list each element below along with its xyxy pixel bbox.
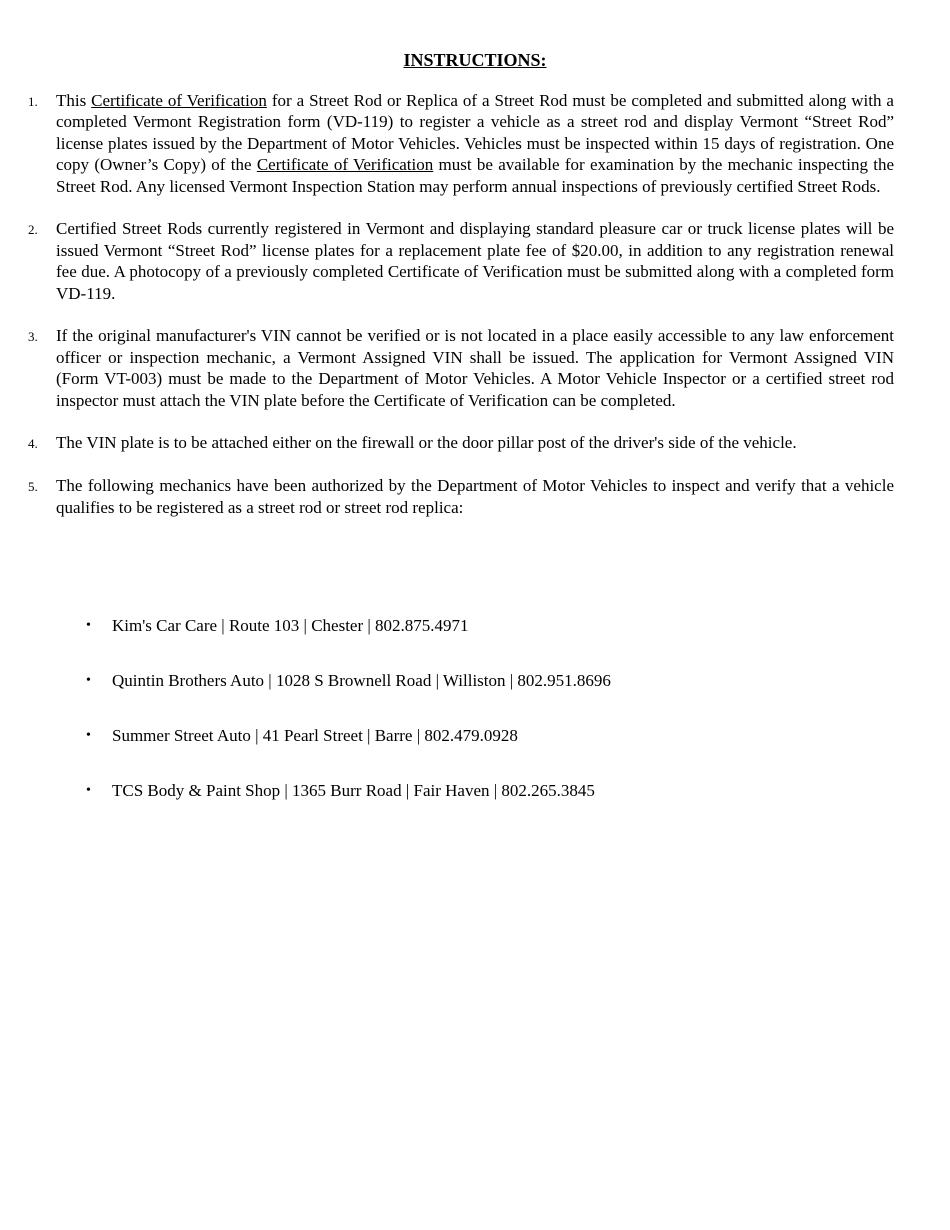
bullet-icon: • — [86, 728, 91, 743]
instruction-text: The following mechanics have been authorized by the Department of Motor Vehicles to inspect and verify that a vehicle qualifies to be registered as a street rod or street rod replica: — [56, 476, 894, 517]
mechanic-item — [86, 724, 886, 748]
item-number: 4. — [28, 436, 38, 452]
mechanic-text: TCS Body & Paint Shop | 1365 Burr Road | Fair Haven | 802.265.3845 — [112, 781, 595, 800]
item-number: 3. — [28, 329, 38, 345]
instruction-item-4 — [28, 432, 894, 453]
instruction-text: This — [56, 91, 92, 110]
certificate-term: Certificate of Verification — [91, 91, 267, 110]
instruction-text: Certified Street Rods currently registered in Vermont and displaying standard pleasure car or truck license plates will be issued Vermont “Street Rod” license plates for a replacement plate fee of $20.00, in addition to any registration renewal fee due. A photocopy of a previously completed Certificate of Verification must be submitted along with a completed form VD-119. — [56, 219, 894, 303]
mechanic-item — [86, 779, 886, 803]
instruction-text: for a Street Rod or Replica of a Street Rod must be completed and submitted along with a completed Vermont Registration form (VD-119) to register a vehicle as a street rod and display Vermont “Street Rod” license plates issued by the Department of Motor Vehicles. Vehicles must be inspected within 15 days of registration. One copy (Owner’s Copy) of the — [56, 91, 894, 175]
bullet-icon: • — [86, 783, 91, 798]
mechanics-list — [86, 614, 886, 834]
page-title: INSTRUCTIONS: — [403, 50, 547, 70]
mechanic-text: Summer Street Auto | 41 Pearl Street | Barre | 802.479.0928 — [112, 726, 518, 745]
item-number: 5. — [28, 479, 38, 495]
mechanic-text: Quintin Brothers Auto | 1028 S Brownell Road | Williston | 802.951.8696 — [112, 671, 611, 690]
instruction-item-2 — [28, 218, 894, 304]
instruction-item-1 — [28, 90, 894, 197]
instruction-text: must be available for examination by the mechanic inspecting the Street Rod. Any licensed Vermont Inspection Station may perform annual inspections of previously certified Street Rods. — [56, 155, 894, 196]
instruction-text: If the original manufacturer's VIN cannot be verified or is not located in a place easily accessible to any law enforcement officer or inspection mechanic, a Vermont Assigned VIN shall be issued. The application for Vermont Assigned VIN (Form VT-003) must be made to the Department of Motor Vehicles. A Motor Vehicle Inspector or a certified street rod inspector must attach the VIN plate before the Certificate of Verification can be completed. — [56, 326, 894, 410]
instructions-list — [28, 90, 894, 539]
mechanic-item — [86, 669, 886, 693]
instruction-text: The VIN plate is to be attached either on the firewall or the door pillar post of the driver's side of the vehicle. — [56, 433, 797, 453]
item-number: 2. — [28, 222, 38, 238]
bullet-icon: • — [86, 673, 91, 688]
mechanic-text: Kim's Car Care | Route 103 | Chester | 802.875.4971 — [112, 616, 469, 635]
item-number: 1. — [28, 94, 38, 109]
certificate-term: Certificate of Verification — [256, 155, 434, 175]
bullet-icon: • — [86, 618, 91, 633]
instruction-item-3 — [28, 325, 894, 411]
instruction-item-5 — [28, 475, 894, 518]
mechanic-item — [86, 614, 886, 638]
